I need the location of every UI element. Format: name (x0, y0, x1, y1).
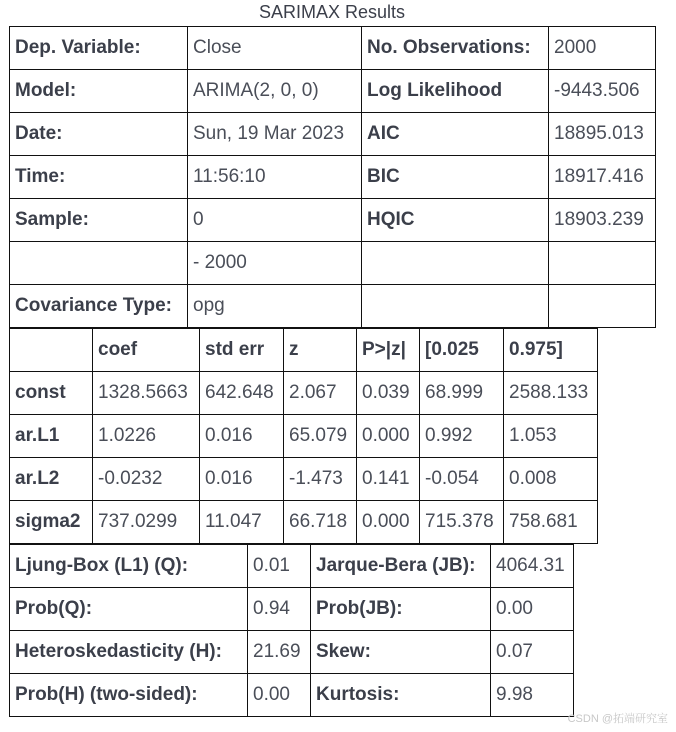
coefficient-value: 0.016 (200, 458, 284, 501)
coefficient-value: 66.718 (284, 501, 357, 544)
model-info-row (10, 27, 656, 70)
model-info-label: Time: (10, 156, 188, 199)
diagnostic-value: 0.00 (248, 674, 311, 717)
diagnostic-value: 0.07 (491, 631, 574, 674)
diagnostic-label: Heteroskedasticity (H): (10, 631, 248, 674)
coefficients-table (9, 328, 598, 544)
model-info-value (549, 285, 656, 328)
coefficient-value: 715.378 (420, 501, 504, 544)
model-info-label: Log Likelihood (362, 70, 549, 113)
coefficient-value: 1.0226 (93, 415, 200, 458)
coefficient-value: 11.047 (200, 501, 284, 544)
model-info-label (362, 242, 549, 285)
diagnostic-label: Jarque-Bera (JB): (311, 545, 491, 588)
diagnostic-label: Prob(JB): (311, 588, 491, 631)
coefficient-row (10, 501, 598, 544)
coefficient-value: 758.681 (504, 501, 598, 544)
coefficient-value: 68.999 (420, 372, 504, 415)
model-info-row (10, 156, 656, 199)
model-info-value: Close (188, 27, 362, 70)
column-header: std err (200, 329, 284, 372)
coefficient-value: 0.141 (357, 458, 420, 501)
model-info-row (10, 113, 656, 156)
coefficient-value: 642.648 (200, 372, 284, 415)
model-info-label: BIC (362, 156, 549, 199)
model-info-label: Dep. Variable: (10, 27, 188, 70)
coefficient-value: 0.039 (357, 372, 420, 415)
parameter-name: sigma2 (10, 501, 93, 544)
coefficient-row (10, 372, 598, 415)
model-info-value: 0 (188, 199, 362, 242)
model-info-label: Sample: (10, 199, 188, 242)
coefficient-value: -0.054 (420, 458, 504, 501)
diagnostic-value: 9.98 (491, 674, 574, 717)
column-header: coef (93, 329, 200, 372)
model-info-row (10, 285, 656, 328)
coefficient-value: 737.0299 (93, 501, 200, 544)
diagnostic-label: Ljung-Box (L1) (Q): (10, 545, 248, 588)
model-info-value: opg (188, 285, 362, 328)
coefficient-value: 2.067 (284, 372, 357, 415)
coefficient-row (10, 458, 598, 501)
column-header: 0.975] (504, 329, 598, 372)
watermark: CSDN @拓端研究室 (567, 713, 668, 725)
model-info-row (10, 199, 656, 242)
diagnostic-value: 21.69 (248, 631, 311, 674)
parameter-name: ar.L1 (10, 415, 93, 458)
diagnostics-row (10, 545, 574, 588)
model-info-row (10, 70, 656, 113)
table-caption: SARIMAX Results (258, 2, 406, 22)
diagnostics-row (10, 674, 574, 717)
model-info-label: Date: (10, 113, 188, 156)
model-info-value: -9443.506 (549, 70, 656, 113)
model-info-table (9, 26, 656, 328)
parameter-name: ar.L2 (10, 458, 93, 501)
coefficient-value: 0.000 (357, 501, 420, 544)
diagnostic-label: Kurtosis: (311, 674, 491, 717)
coefficient-value: 0.016 (200, 415, 284, 458)
diagnostic-value: 0.01 (248, 545, 311, 588)
coefficient-value: 0.008 (504, 458, 598, 501)
coefficients-header-row (10, 329, 598, 372)
model-info-value (549, 242, 656, 285)
model-info-value: ARIMA(2, 0, 0) (188, 70, 362, 113)
column-header: z (284, 329, 357, 372)
diagnostic-label: Skew: (311, 631, 491, 674)
column-header: P>|z| (357, 329, 420, 372)
diagnostics-row (10, 631, 574, 674)
model-info-value: 11:56:10 (188, 156, 362, 199)
coefficient-value: 1328.5663 (93, 372, 200, 415)
model-info-label (10, 242, 188, 285)
coefficient-value: 1.053 (504, 415, 598, 458)
diagnostic-value: 0.94 (248, 588, 311, 631)
column-header: [0.025 (420, 329, 504, 372)
model-info-value: 18917.416 (549, 156, 656, 199)
model-info-label (362, 285, 549, 328)
parameter-name: const (10, 372, 93, 415)
model-info-value: 18895.013 (549, 113, 656, 156)
coefficient-value: 65.079 (284, 415, 357, 458)
model-info-label: No. Observations: (362, 27, 549, 70)
diagnostics-table (9, 544, 574, 717)
diagnostic-value: 0.00 (491, 588, 574, 631)
coefficient-value: -0.0232 (93, 458, 200, 501)
model-info-value: - 2000 (188, 242, 362, 285)
diagnostic-value: 4064.31 (491, 545, 574, 588)
model-info-value: 18903.239 (549, 199, 656, 242)
model-info-value: 2000 (549, 27, 656, 70)
diagnostics-row (10, 588, 574, 631)
model-info-label: Model: (10, 70, 188, 113)
coefficient-row (10, 415, 598, 458)
coefficient-value: 2588.133 (504, 372, 598, 415)
coefficient-value: 0.992 (420, 415, 504, 458)
column-header (10, 329, 93, 372)
model-info-row (10, 242, 656, 285)
coefficient-value: -1.473 (284, 458, 357, 501)
model-info-label: Covariance Type: (10, 285, 188, 328)
model-info-value: Sun, 19 Mar 2023 (188, 113, 362, 156)
model-info-label: HQIC (362, 199, 549, 242)
model-info-label: AIC (362, 113, 549, 156)
diagnostic-label: Prob(Q): (10, 588, 248, 631)
diagnostic-label: Prob(H) (two-sided): (10, 674, 248, 717)
coefficient-value: 0.000 (357, 415, 420, 458)
